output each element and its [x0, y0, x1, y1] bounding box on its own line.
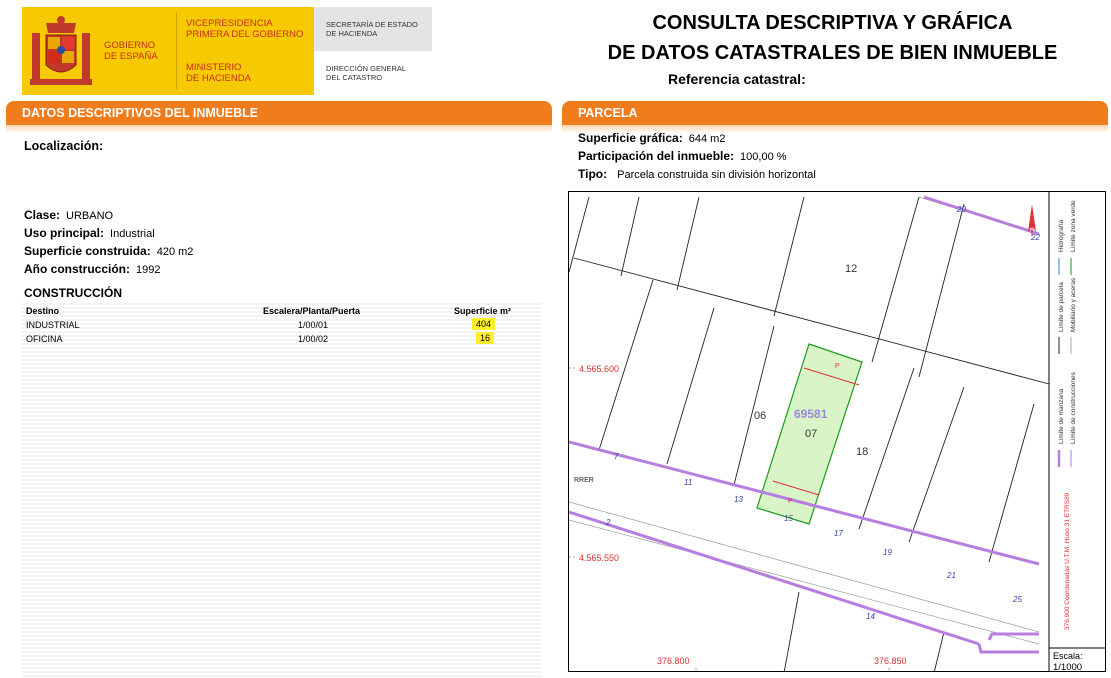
row2-superficie — [476, 333, 494, 343]
coordinate-note: 376.900 Coordenadas U.T.M. Huso 31 ETRS89 — [1064, 492, 1071, 630]
legend-label: Límite de parcela — [1058, 282, 1065, 332]
coord-y1: 4.565.600 — [579, 364, 620, 374]
sup-grafica-label: Superficie gráfica: — [578, 131, 683, 145]
legend-label: Límite de manzana — [1058, 388, 1065, 444]
vicepresidencia-text: VICEPRESIDENCIA PRIMERA DEL GOBIERNO — [186, 18, 304, 40]
parcela-section-header — [562, 101, 1108, 133]
legend-label: Límite de construcciones — [1070, 372, 1077, 444]
tipo-value: Parcela construida sin división horizontal — [617, 169, 816, 181]
row2-superficie-value: 16 — [476, 332, 494, 344]
house-number: 2 — [606, 518, 611, 527]
parcela-section-title: PARCELA — [562, 101, 1108, 125]
row2-epp: 1/00/02 — [298, 334, 329, 344]
legend — [1058, 200, 1077, 630]
superficie-value: 420 m2 — [156, 246, 194, 258]
participacion-row — [578, 149, 787, 163]
ministerio-text: MINISTERIO DE HACIENDA — [186, 62, 251, 84]
house-number: 20 — [957, 205, 966, 214]
gov-espana-text: GOBIERNO DE ESPAÑA — [104, 40, 158, 62]
house-number: 14 — [866, 612, 875, 621]
superficie-row — [24, 244, 193, 258]
house-number: 22 — [1031, 233, 1040, 242]
parcel-code: 69581 — [794, 407, 828, 421]
clase-value: URBANO — [66, 210, 114, 222]
clase-label: Clase: — [24, 208, 61, 222]
plot-number: 06 — [754, 410, 767, 422]
descriptive-section-header — [6, 101, 552, 133]
coord-y2: 4.565.550 — [579, 553, 620, 563]
house-number: 13 — [734, 495, 743, 504]
legend-label: Límite zona verde — [1070, 200, 1077, 252]
secretaria-text: SECRETARÍA DE ESTADO DE HACIENDA — [326, 20, 418, 38]
house-number: 15 — [784, 514, 793, 523]
row1-epp: 1/00/01 — [298, 320, 329, 330]
house-number: 25 — [1013, 595, 1022, 604]
anio-row — [24, 262, 161, 276]
construccion-title: CONSTRUCCIÓN — [24, 286, 122, 300]
sup-grafica-row — [578, 131, 725, 145]
uso-label: Uso principal: — [24, 226, 105, 240]
street-name: RRER — [574, 477, 594, 484]
anio-value: 1992 — [136, 264, 161, 276]
map-canvas — [569, 192, 1106, 672]
page-title: CONSULTA DESCRIPTIVA Y GRÁFICA DE DATOS CATASTRALES DE BIEN INMUEBLE — [607, 12, 1058, 64]
house-number: 11 — [684, 478, 693, 487]
coord-x2: 376.850 — [874, 656, 907, 666]
scale-value: 1/1000 — [1053, 662, 1083, 672]
participacion-value: 100,00 % — [740, 151, 787, 163]
participacion-label: Participación del inmueble: — [578, 149, 735, 163]
row1-destino: INDUSTRIAL — [26, 320, 80, 330]
p-mark: P — [788, 498, 793, 505]
coordinates — [579, 364, 907, 666]
coord-x1: 376.800 — [657, 656, 690, 666]
col-epp-header: Escalera/Planta/Puerta — [263, 306, 361, 316]
header-divider — [176, 13, 177, 89]
uso-row — [24, 226, 155, 240]
col-destino-header: Destino — [26, 306, 60, 316]
superficie-label: Superficie construida: — [24, 244, 151, 258]
col-superficie-header: Superficie m² — [454, 306, 512, 316]
sup-grafica-value: 644 m2 — [688, 133, 726, 145]
row1-superficie — [472, 319, 495, 329]
anio-label: Año construcción: — [24, 262, 131, 276]
tipo-row — [578, 167, 816, 181]
row2-destino: OFICINA — [26, 334, 63, 344]
scale-label: Escala: — [1053, 651, 1083, 661]
cadastral-map[interactable] — [568, 191, 1106, 672]
uso-value: Industrial — [110, 228, 155, 240]
plot-number: 12 — [845, 263, 858, 275]
p-mark: P — [835, 363, 840, 370]
house-number: 7 — [614, 452, 619, 461]
localizacion-label: Localización: — [24, 139, 104, 153]
direccion-text: DIRECCIÓN GENERAL DEL CATASTRO — [326, 64, 407, 82]
plot-number: 07 — [805, 428, 818, 440]
clase-row — [24, 208, 113, 222]
house-number: 19 — [883, 548, 892, 557]
construction-table — [22, 303, 542, 678]
legend-label: Hidrografía — [1058, 219, 1065, 252]
house-number: 17 — [834, 529, 843, 538]
coat-of-arms-icon — [30, 13, 92, 89]
house-number: 21 — [947, 571, 956, 580]
row1-superficie-value: 404 — [472, 318, 495, 330]
referencia-catastral-label: Referencia catastral: — [668, 71, 806, 87]
tipo-label: Tipo: — [578, 167, 608, 181]
legend-label: Mobiliario y aceras — [1070, 277, 1077, 332]
plot-number: 18 — [856, 446, 869, 458]
descriptive-section-title: DATOS DESCRIPTIVOS DEL INMUEBLE — [6, 101, 552, 125]
